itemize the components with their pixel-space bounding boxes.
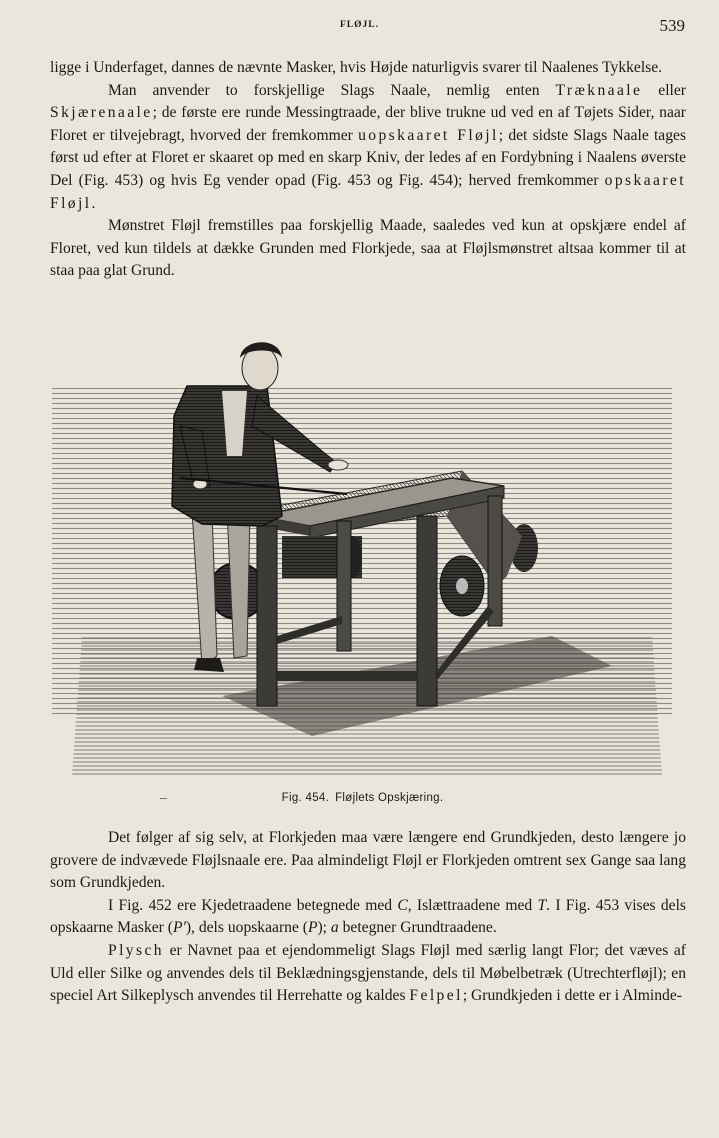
term-uopskaaret-floejl: uopskaaret Fløjl — [358, 126, 499, 144]
paragraph-3: Mønstret Fløjl fremstilles paa forskjellig Maade, saaledes ved kun at opskjære endel af Floret, ved kun tildels at dække Grunden med Florkjede, saa at Fløjlsmønstret altsaa kommer til at staa paa glat Grund. — [50, 217, 686, 280]
page-number: 539 — [659, 16, 685, 35]
symbol-p-prime: P' — [172, 919, 186, 937]
term-plysch: Plysch — [108, 941, 164, 959]
symbol-c: C — [397, 896, 408, 914]
table-leg-front-left — [257, 526, 277, 706]
p2-text-a: Man anvender to forskjellige Slags Naale, nemlig enten — [108, 81, 556, 99]
term-opskaaret-floejl: opskaaret Fløjl — [50, 171, 686, 212]
p6-text-b: ; Grundkjeden i dette er i Alminde- — [462, 987, 682, 1005]
paragraph-6 — [50, 940, 686, 1008]
term-traeknaale: Træknaale — [555, 81, 643, 99]
p6-text-a: er Navnet paa et ejendommeligt Slags Fløjl med særlig langt Flor; det væves af Uld eller Silke og anvendes dels til Beklædningsgjenstande, dels til Møbelbetræk (Utrechterfløjl); en speciel Art Silkeplysch anvendes til Herrehatte og kaldes — [50, 941, 686, 1005]
caption-label: Fig. 454. — [281, 792, 330, 804]
p5-text-b: , Islættraadene med — [407, 896, 538, 914]
running-head — [0, 16, 719, 38]
table-stretcher — [277, 671, 417, 681]
p2-text-b: eller — [642, 81, 686, 99]
figure-454-engraving — [52, 336, 672, 781]
p2-text-c: ; de første ere runde Messingtraade, der blive trukne ud ved en af Tøjets Sider, naar Floret er tilvejebragt, hvorved der fremkommer — [50, 104, 686, 144]
p5-text-f: betegner Grundtraadene. — [338, 919, 497, 937]
paragraph-1: ligge i Underfaget, dannes de nævnte Masker, hvis Højde naturligvis svarer til Naalenes Tykkelse. — [50, 59, 663, 76]
paragraph-5 — [50, 895, 686, 940]
caption-text: Fløjlets Opskjæring. — [335, 792, 444, 804]
velvet-cutting-engraving — [52, 336, 672, 781]
body-text-bottom — [50, 827, 686, 1008]
paragraph-2 — [50, 80, 686, 216]
symbol-t: T — [537, 896, 547, 914]
p2-text-d: ; det sidste Slags Naale tages først ud efter at Floret er skaaret op med en skarp Kniv, der ledes af en Fordybning i Naalens øverste Del (Fig. 453) og hvis Eg vender opad (Fig. 453 og Fig. 454); herved fremkommer — [50, 126, 687, 189]
term-skjaerenaale: Skjærenaale — [50, 104, 153, 122]
paragraph-4: Det følger af sig selv, at Florkjeden maa være længere end Grundkjeden, desto længere jo grovere de indvævede Fløjlsnaale ere. Paa almindeligt Fløjl er Florkjeden omtrent sex Gange saa lang som Grundkjeden. — [50, 829, 686, 892]
running-title: FLØJL. — [340, 20, 379, 30]
term-felpel: Felpel — [409, 987, 463, 1005]
symbol-p: P — [307, 919, 318, 937]
p5-text-c: . I Fig. 453 vises dels opskaarne Masker ( — [50, 896, 687, 937]
symbol-a: a — [330, 919, 339, 937]
stray-mark — [160, 798, 167, 799]
p2-text-e: . — [91, 194, 96, 212]
body-text-top — [50, 57, 686, 283]
table-leg-back-right — [488, 496, 502, 626]
p5-text-e: ); — [317, 919, 331, 937]
table-leg-back-left — [337, 521, 351, 651]
table-leg-front-right — [417, 516, 437, 706]
p5-text-d: ), dels uopskaarne ( — [185, 919, 308, 937]
figure-caption — [0, 792, 719, 804]
p5-text-a: I Fig. 452 ere Kjedetraadene betegnede med — [108, 896, 398, 914]
